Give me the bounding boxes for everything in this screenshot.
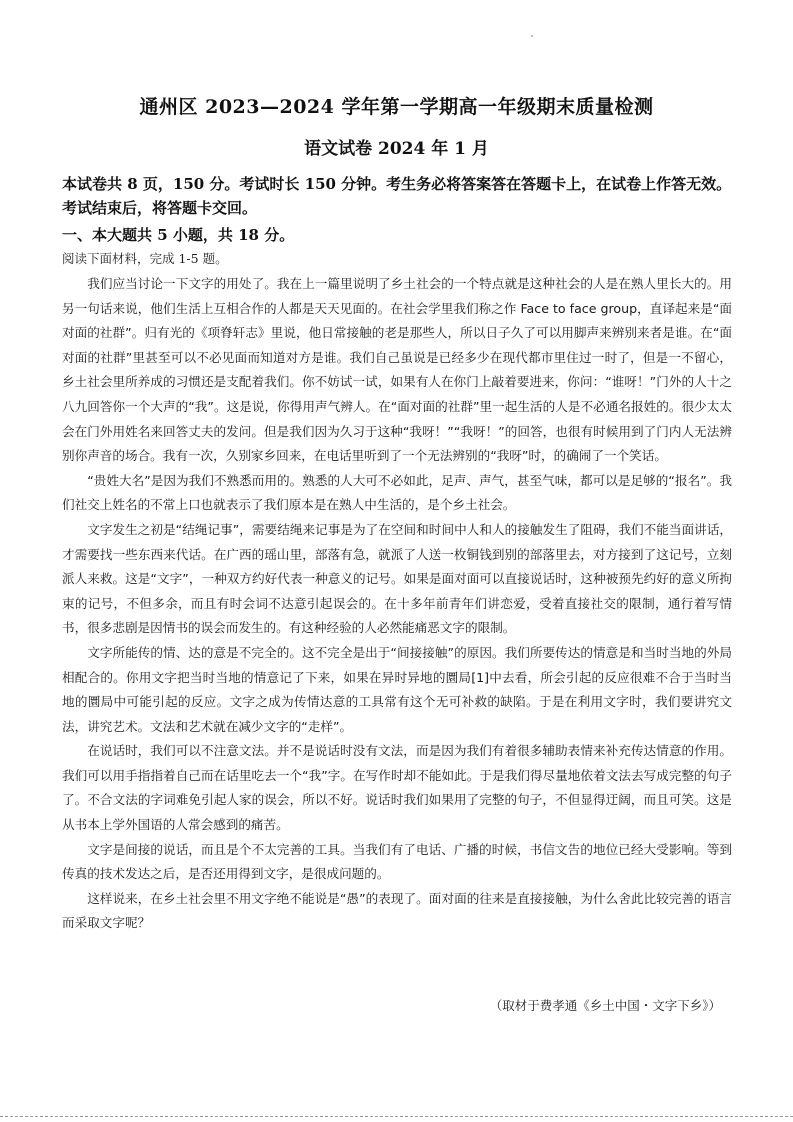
section-heading: 一、本大题共 5 小题，共 18 分。 (62, 226, 295, 244)
scan-mark (531, 35, 533, 37)
passage-paragraph: 在说话时，我们可以不注意文法。并不是说话时没有文法，而是因为我们有着很多辅助表情来补充传达情意的作用。我们可以用手指指着自己而在话里吃去一个“我”字。在写作时却不能如此。于是我们得尽量地依着文法去写成完整的句子了。不合文法的字词难免引起人家的误会，所以不好。说话时我们如果用了完整的句子，不但显得迂阔，而且可笑。这是从书本上学外国语的人常会感到的痛苦。 (62, 743, 732, 833)
passage-paragraph: “贵姓大名”是因为我们不熟悉而用的。熟悉的人大可不必如此，足声、声气，甚至气味，都可以是足够的“报名”。我们社交上姓名的不常上口也就表示了我们原本是在熟人中生活的，是个乡土社会。 (62, 472, 732, 513)
passage-source: （取材于费孝通《乡土中国・文字下乡》） (489, 998, 721, 1013)
exam-subtitle: 语文试卷 2024 年 1 月 (304, 139, 489, 159)
reading-instruction: 阅读下面材料，完成 1-5 题。 (62, 251, 228, 266)
exam-title: 通州区 2023—2024 学年第一学期高一年级期末质量检测 (139, 96, 654, 118)
passage-paragraph: 文字所能传的情、达的意是不完全的。这不完全是出于“间接接触”的原因。我们所要传达的情意是和当时当地的外局相配合的。你用文字把当时当地的情意记了下来，如果在异时异地的圜局[1]中去看，所会引起的反应很难不合于当时当地的圜局中可能引起的反应。文字之成为传情达意的工具常有这个无可补救的缺陷。于是在利用文字时，我们要讲究文法，讲究艺术。文法和艺术就在减少文字的“走样”。 (62, 644, 732, 734)
passage-paragraph: 这样说来，在乡土社会里不用文字绝不能说是“愚”的表现了。面对面的往来是直接接触，为什么舍此比较完善的语言而采取文字呢？ (62, 890, 732, 931)
passage-paragraph: 文字发生之初是“结绳记事”，需要结绳来记事是为了在空间和时间中人和人的接触发生了阻碍，我们不能当面讲话，才需要找一些东西来代话。在广西的瑶山里，部落有急，就派了人送一枚铜钱到别的部落里去，对方接到了这记号，立刻派人来救。这是“文字”，一种双方约好代表一种意义的记号。如果是面对面可以直接说话时，这种被预先约好的意义所拘束的记号，不但多余，而且有时会词不达意引起误会的。在十多年前青年们讲恋爱，受着直接社交的限制，通行着写情书，很多悲剧是因情书的误会而发生的。有这种经验的人必然能痛恶文字的限制。 (62, 521, 732, 636)
exam-notice: 本试卷共 8 页，150 分。考试时长 150 分钟。考生务必将答案答在答题卡上，在试卷上作答无效。考试结束后，将答题卡交回。 (62, 175, 732, 217)
passage-paragraph: 我们应当讨论一下文字的用处了。我在上一篇里说明了乡土社会的一个特点就是这种社会的人是在熟人里长大的。用另一句话来说，他们生活上互相合作的人都是天天见面的。在社会学里我们称之作 Face to face group，直译起来是“面对面的社群”。归有光的《项脊轩志》里说，他日常接触的老是那些人，所以日子久了可以用脚声来辨别来者是谁。在“面对面的社群”里甚至可以不必见面而知道对方是谁。我们自己虽说是已经多少在现代都市里住过一时了，但是一不留心，乡土社会里所养成的习惯还是支配着我们。你不妨试一试，如果有人在你门上敲着要进来，你问：“谁呀！”门外的人十之八九回答你一个大声的“我”。这是说，你得用声气辨人。在“面对面的社群”里一起生活的人是不必通名报姓的。很少太太会在门外用姓名来回答丈夫的发问。但是我们因为久习于这种“我呀！”“我呀！”的回答，也很有时候用到了门内人无法辨别你声音的场合。我有一次，久别家乡回来，在电话里听到了一个无法辨别的“我呀”时，的确闹了一个笑话。 (62, 276, 732, 464)
page-divider (0, 1116, 793, 1117)
passage-paragraph: 文字是间接的说话，而且是个不太完善的工具。当我们有了电话、广播的时候，书信文告的地位已经大受影响。等到传真的技术发达之后，是否还用得到文字，是很成问题的。 (62, 841, 732, 882)
reading-passage (62, 272, 732, 936)
